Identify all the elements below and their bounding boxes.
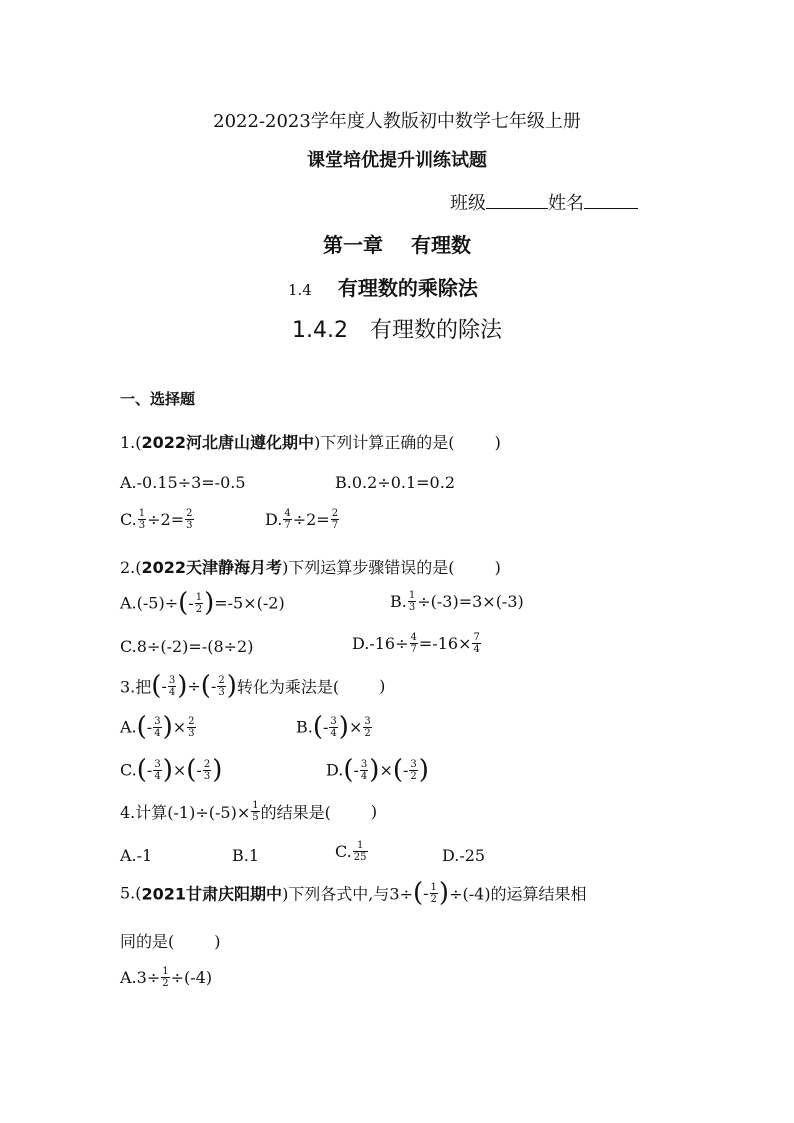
question-1-option-d[interactable]: D. $\frac{4}{7}$ ÷2= $\frac{2}{7}$ (265, 508, 339, 531)
name-label: 姓名 (548, 193, 584, 214)
part-heading: 一、选择题 (120, 390, 196, 408)
question-3-option-b[interactable]: B.(- $\frac{3}{4}$ )× $\frac{3}{2}$ (296, 712, 371, 742)
fraction: $\frac{2}{3}$ (186, 508, 193, 531)
fraction: $\frac{3}{4}$ (154, 758, 161, 782)
fraction: $\frac{3}{4}$ (168, 674, 176, 698)
class-label: 班级 (450, 193, 486, 214)
document-subtitle: 课堂培优提升训练试题 (307, 150, 487, 171)
fraction: $\frac{2}{3}$ (218, 674, 225, 698)
question-1-option-c[interactable]: C. $\frac{1}{3}$ ÷2= $\frac{2}{3}$ (120, 508, 193, 531)
question-2-option-c[interactable]: C.8÷(-2)=-(8÷2) (120, 637, 254, 656)
subsection-title: 有理数的除法 (369, 318, 502, 343)
fraction: $\frac{1}{5}$ (252, 800, 259, 823)
fraction: $\frac{2}{3}$ (188, 715, 195, 739)
fraction: $\frac{2}{7}$ (331, 508, 339, 531)
section-heading (288, 272, 478, 301)
question-3-stem: 3.把(- $\frac{3}{4}$ )÷(- $\frac{2}{3}$ )转化为乘法是( ) (120, 671, 386, 701)
fraction: $\frac{4}{7}$ (410, 632, 417, 655)
question-4-option-a[interactable]: A.-1 (120, 846, 153, 865)
question-3-option-d[interactable]: D.(- $\frac{3}{4}$ )×(- $\frac{3}{2}$ ) (326, 755, 429, 785)
fraction: $\frac{3}{2}$ (364, 715, 371, 739)
fraction: $\frac{1}{3}$ (408, 590, 416, 613)
question-2-option-a[interactable]: A.(-5)÷(- $\frac{1}{2}$ )=-5×(-2) (120, 588, 285, 618)
class-name-line (450, 189, 638, 215)
chapter-heading (0, 229, 794, 258)
question-5-option-a[interactable]: A.3÷ $\frac{1}{2}$ ÷(-4) (120, 966, 213, 989)
class-blank[interactable] (486, 190, 548, 209)
fraction: $\frac{3}{4}$ (360, 758, 368, 782)
question-3-option-a[interactable]: A.(- $\frac{3}{4}$ )× $\frac{2}{3}$ (120, 712, 195, 742)
question-4-option-d[interactable]: D.-25 (442, 846, 486, 865)
question-5-source: 2021甘肃庆阳期中 (141, 884, 283, 904)
question-1-stem: 1.(2022河北唐山遵化期中)下列计算正确的是( ) (120, 433, 501, 452)
fraction: $\frac{1}{2}$ (430, 881, 437, 905)
question-5-stem: 5.(2021甘肃庆阳期中)下列各式中,与3÷(- $\frac{1}{2}$ )÷(-4)的运算结果相 (120, 878, 587, 908)
section-number: 1.4 (288, 281, 312, 299)
fraction: $\frac{1}{2}$ (162, 966, 169, 989)
fraction: $\frac{3}{4}$ (154, 715, 161, 739)
fraction: $\frac{7}{4}$ (473, 632, 480, 655)
document-title: 2022-2023学年度人教版初中数学七年级上册 (213, 111, 581, 132)
question-5-stem-line2: 同的是( ) (120, 932, 221, 951)
question-2-source: 2022天津静海月考 (141, 558, 283, 577)
fraction: $\frac{3}{2}$ (410, 758, 417, 782)
question-4-stem: 4.计算(-1)÷(-5)× $\frac{1}{5}$ 的结果是( ) (120, 800, 378, 823)
chapter-title: 有理数 (411, 233, 471, 257)
question-1-source: 2022河北唐山遵化期中 (141, 433, 315, 452)
subsection-heading (0, 313, 794, 344)
section-title: 有理数的乘除法 (337, 276, 478, 300)
chapter-label: 第一章 (323, 233, 383, 257)
question-1-option-b[interactable]: B.0.2÷0.1=0.2 (335, 473, 455, 492)
subsection-number: 1.4.2 (292, 318, 348, 343)
fraction: $\frac{1}{2}$ (195, 591, 203, 615)
question-2-option-b[interactable]: B. $\frac{1}{3}$ ÷(-3)=3×(-3) (390, 590, 524, 613)
question-1-option-a[interactable]: A.-0.15÷3=-0.5 (120, 473, 246, 492)
question-3-option-c[interactable]: C.(- $\frac{3}{4}$ )×(- $\frac{2}{3}$ ) (120, 755, 223, 785)
question-4-option-b[interactable]: B.1 (232, 846, 260, 865)
fraction: $\frac{1}{25}$ (353, 840, 367, 863)
question-4-option-c[interactable]: C. $\frac{1}{25}$ (335, 840, 367, 863)
name-blank[interactable] (584, 190, 638, 209)
question-2-stem: 2.(2022天津静海月考)下列运算步骤错误的是( ) (120, 558, 501, 577)
fraction: $\frac{4}{7}$ (284, 508, 291, 531)
fraction: $\frac{2}{3}$ (203, 758, 211, 782)
fraction: $\frac{3}{4}$ (330, 715, 337, 739)
question-2-option-d[interactable]: D.-16÷ $\frac{4}{7}$ =-16× $\frac{7}{4}$ (352, 632, 480, 655)
fraction: $\frac{1}{3}$ (138, 508, 146, 531)
